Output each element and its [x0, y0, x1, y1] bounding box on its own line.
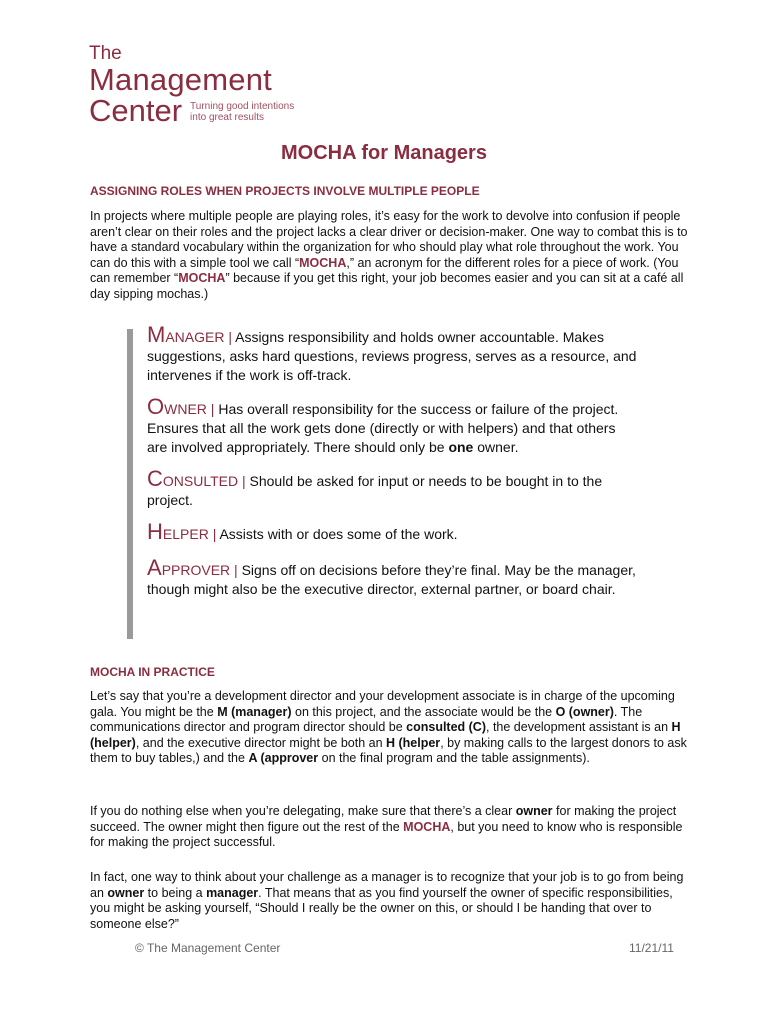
- mocha-term: MOCHA: [403, 819, 451, 834]
- roles-list: [147, 322, 637, 609]
- role-description: Should be asked for input or needs to be bought in to the project.: [147, 473, 603, 508]
- logo-line-management: Management: [89, 62, 272, 97]
- role-emphasis: one: [448, 439, 474, 455]
- role-description: Assigns responsibility and holds owner accountable. Makes suggestions, asks hard questions, reviews progress, serves as a resource, and intervenes if the work is off-track.: [147, 329, 637, 383]
- logo-tagline-1: Turning good intentions: [190, 101, 295, 112]
- paragraph-text: Let’s say that you’re a development director and your development associate is in charge of the upcoming gala. You might be the: [90, 689, 675, 719]
- role-initial: H: [147, 519, 163, 544]
- footer-copyright: © The Management Center: [135, 941, 281, 955]
- footer-date: 11/21/11: [629, 941, 674, 955]
- role-owner: [147, 394, 637, 457]
- paragraph-text: to being a: [144, 885, 207, 900]
- role-separator: |: [206, 401, 215, 417]
- paragraph-text: on this project, and the associate would be the: [291, 704, 556, 719]
- practice-paragraph-3: [90, 870, 690, 932]
- role-separator: |: [238, 473, 246, 489]
- role-rest: PPROVER: [161, 562, 231, 578]
- logo-line-center: Center: [89, 93, 183, 128]
- role-approver: [147, 555, 637, 599]
- roles-sidebar-rule: [127, 329, 133, 639]
- bold-term: owner: [515, 804, 553, 818]
- intro-mocha-2: MOCHA: [178, 271, 226, 286]
- logo-line-the: The: [89, 43, 122, 64]
- practice-paragraph-1: [90, 689, 690, 767]
- bold-term: A (approver: [248, 751, 319, 766]
- role-initial: O: [147, 394, 165, 419]
- paragraph-text: , but you need to know who is responsible for making the project successful.: [90, 819, 683, 850]
- paragraph-text: . The communications director and program director should be: [90, 704, 643, 735]
- bold-term: manager: [206, 885, 259, 900]
- role-initial: M: [147, 322, 166, 347]
- paragraph-text: for making the project succeed. The owner might then figure out the rest of the: [90, 804, 677, 834]
- paragraph-text: In fact, one way to think about your challenge as a manager is to recognize that your job is to go from being an: [90, 870, 684, 900]
- role-manager: [147, 322, 637, 385]
- role-rest: ELPER: [162, 526, 209, 542]
- role-initial: C: [147, 466, 163, 491]
- paragraph-text: . That means that as you find yourself the owner of specific responsibilities, you might be asking yourself, “Should I really be the owner on this, or should I be handing that over to someone else?”: [90, 885, 673, 931]
- paragraph-text: , the development assistant is an: [486, 720, 672, 735]
- paragraph-text: on the final program and the table assignments).: [318, 751, 590, 766]
- bold-term: H (helper): [90, 720, 681, 750]
- logo: [89, 44, 294, 126]
- role-separator: |: [208, 526, 217, 542]
- paragraph-text: If you do nothing else when you’re delegating, make sure that there’s a clear: [90, 804, 516, 818]
- logo-tagline: [190, 101, 294, 123]
- practice-paragraph-2: [90, 804, 690, 851]
- role-helper: [147, 519, 637, 544]
- bold-term: O (owner): [555, 704, 614, 719]
- role-rest: ONSULTED: [162, 473, 239, 489]
- role-rest: ANAGER: [165, 329, 225, 345]
- role-description: Has overall responsibility for the success or failure of the project. Ensures that all the work gets done (directly or with helpers) and that others are involved appropriately. There should only be: [147, 401, 619, 455]
- role-consulted: [147, 466, 637, 510]
- bold-term: H (helper: [386, 735, 441, 750]
- paragraph-text: , by making calls to the largest donors to ask them to buy tables,) and the: [90, 735, 687, 766]
- intro-text-2: ,” an acronym for the different roles for a piece of work. (You can remember “: [90, 255, 679, 286]
- role-rest: WNER: [164, 401, 207, 417]
- section-heading-mocha-in-practice: MOCHA IN PRACTICE: [90, 665, 215, 679]
- role-description: Signs off on decisions before they’re final. May be the manager, though might also be the executive director, external partner, or board chair.: [147, 562, 636, 597]
- intro-text-1: In projects where multiple people are playing roles, it’s easy for the work to devolve into confusion if people aren’t clear on their roles and the project lacks a clear driver or decision-maker. One way to combat this is to have a standard vocabulary within the organization for who should play what role throughout the work. You can do this with a simple tool we call “: [90, 209, 688, 270]
- role-description-end: owner.: [473, 439, 519, 455]
- bold-term: M (manager): [217, 704, 292, 719]
- intro-mocha-1: MOCHA: [299, 255, 347, 270]
- bold-term: consulted (C): [406, 720, 486, 735]
- role-initial: A: [147, 555, 162, 580]
- role-separator: |: [224, 329, 232, 345]
- intro-paragraph: [90, 209, 690, 303]
- bold-term: owner: [107, 885, 145, 900]
- role-description: Assists with or does some of the work.: [216, 526, 458, 542]
- paragraph-text: , and the executive director might be both an: [135, 735, 386, 750]
- role-separator: |: [230, 562, 238, 578]
- intro-text-3: ” because if you get this right, your job becomes easier and you can sit at a café all day sipping mochas.): [90, 271, 684, 301]
- section-heading-assigning-roles: ASSIGNING ROLES WHEN PROJECTS INVOLVE MULTIPLE PEOPLE: [90, 184, 480, 198]
- logo-tagline-2: into great results: [190, 112, 264, 123]
- page-title: MOCHA for Managers: [281, 142, 487, 164]
